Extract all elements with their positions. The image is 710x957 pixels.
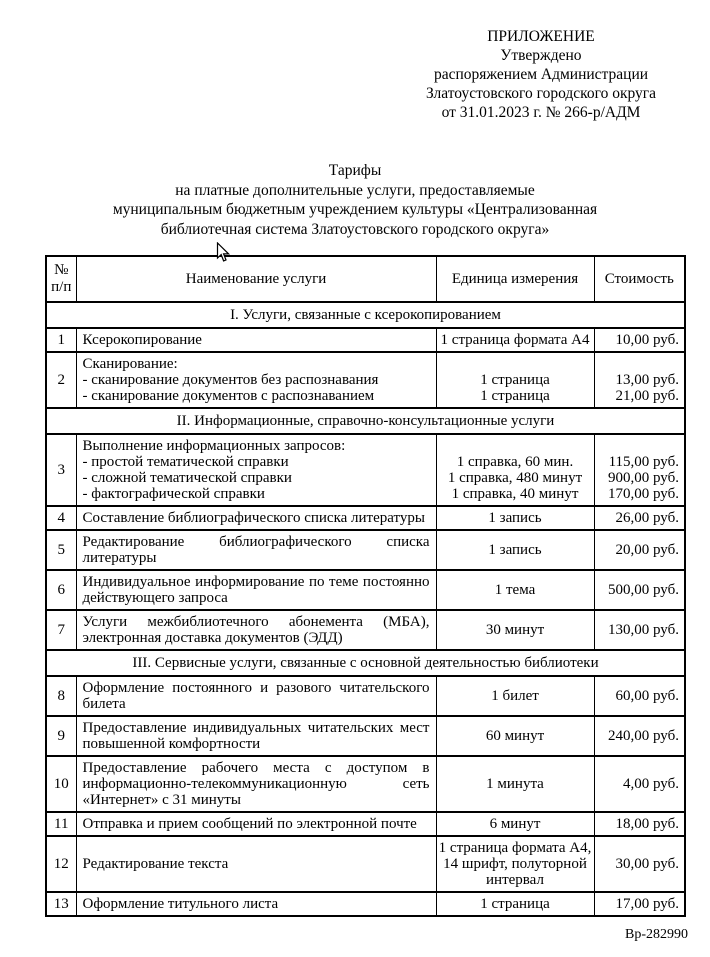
cell-line: - сканирование документов без распознавания	[82, 372, 379, 388]
column-header-unit: Единица измерения	[436, 256, 594, 302]
price	[594, 434, 685, 506]
section-header: II. Информационные, справочно-консультационные услуги	[46, 408, 685, 434]
unit-of-measure: 1 запись	[436, 530, 594, 570]
service-name: Ксерокопирование	[76, 328, 436, 352]
unit-of-measure: 1 тема	[436, 570, 594, 610]
column-header-service: Наименование услуги	[76, 256, 436, 302]
title-line: муниципальным бюджетным учреждением культуры «Централизованная	[112, 201, 598, 218]
table-row	[46, 506, 685, 530]
row-number: 3	[46, 434, 76, 506]
row-number: 6	[46, 570, 76, 610]
cell-line: 115,00 руб.	[608, 454, 679, 470]
service-name: Составление библиографического списка литературы	[76, 506, 436, 530]
table-row	[46, 352, 685, 408]
unit-of-measure: 6 минут	[436, 812, 594, 836]
price: 60,00 руб.	[594, 676, 685, 716]
row-number: 9	[46, 716, 76, 756]
doc-code: Вр-282990	[625, 927, 688, 942]
table-row	[46, 716, 685, 756]
row-number: 10	[46, 756, 76, 812]
row-number: 12	[46, 836, 76, 892]
cell-line: - сканирование документов с распознаванием	[82, 388, 375, 404]
price: 500,00 руб.	[594, 570, 685, 610]
price: 30,00 руб.	[594, 836, 685, 892]
service-name: Предоставление индивидуальных читательских мест повышенной комфортности	[76, 716, 436, 756]
service-name: Отправка и прием сообщений по электронной почте	[76, 812, 436, 836]
section-header: III. Сервисные услуги, связанные с основной деятельностью библиотеки	[46, 650, 685, 676]
table-row	[46, 812, 685, 836]
cell-line: - простой тематической справки	[82, 454, 289, 470]
row-number: 8	[46, 676, 76, 716]
cell-line: - фактографической справки	[82, 486, 265, 502]
row-number: 7	[46, 610, 76, 650]
table-row	[46, 328, 685, 352]
table-row	[46, 676, 685, 716]
column-header-number	[46, 256, 76, 302]
unit-of-measure	[436, 352, 594, 408]
unit-of-measure: 1 страница формата А4, 14 шрифт, полуторной интервал	[436, 836, 594, 892]
row-number: 13	[46, 892, 76, 916]
cell-line: 1 справка, 480 минут	[447, 470, 583, 486]
unit-of-measure: 1 билет	[436, 676, 594, 716]
section-row	[46, 302, 685, 328]
table-row	[46, 756, 685, 812]
service-name	[76, 434, 436, 506]
cell-line: 1 страница	[480, 372, 550, 388]
table-row	[46, 892, 685, 916]
price: 240,00 руб.	[594, 716, 685, 756]
title-line: библиотечная система Златоустовского городского округа»	[160, 220, 550, 238]
service-name: Оформление титульного листа	[76, 892, 436, 916]
cell-line	[439, 356, 592, 372]
approval-line: ПРИЛОЖЕНИЕ	[487, 28, 595, 45]
row-number: 1	[46, 328, 76, 352]
approval-line: Утверждено	[500, 47, 582, 64]
service-name: Редактирование библиографического списка литературы	[76, 530, 436, 570]
price: 26,00 руб.	[594, 506, 685, 530]
cell-line: Выполнение информационных запросов:	[82, 438, 346, 454]
column-header-cost: Стоимость	[594, 256, 685, 302]
table-row	[46, 434, 685, 506]
column-header-number-line1: №	[54, 262, 69, 278]
approval-block	[378, 27, 704, 122]
approval-line: Златоустовского городского округа	[425, 85, 657, 102]
table-row	[46, 610, 685, 650]
row-number: 2	[46, 352, 76, 408]
price: 10,00 руб.	[594, 328, 685, 352]
approval-line: распоряжением Администрации	[433, 66, 649, 83]
title-line: Тарифы	[328, 162, 382, 179]
cell-line: 1 справка, 40 минут	[451, 486, 579, 502]
title-line: на платные дополнительные услуги, предоставляемые	[175, 181, 535, 199]
price: 20,00 руб.	[594, 530, 685, 570]
cell-line: 21,00 руб.	[615, 388, 679, 404]
row-number: 4	[46, 506, 76, 530]
service-name: Оформление постоянного и разового читательского билета	[76, 676, 436, 716]
cell-line	[439, 438, 592, 454]
approval-line: от 31.01.2023 г. № 266-р/АДМ	[441, 104, 641, 121]
unit-of-measure: 1 запись	[436, 506, 594, 530]
unit-of-measure: 1 страница формата А4	[436, 328, 594, 352]
section-row	[46, 650, 685, 676]
service-name: Предоставление рабочего места с доступом в информационно-телекоммуникационную сеть «Интернет» с 31 минуты	[76, 756, 436, 812]
section-header: I. Услуги, связанные с ксерокопированием	[46, 302, 685, 328]
table-row	[46, 836, 685, 892]
service-name: Услуги межбиблиотечного абонемента (МБА), электронная доставка документов (ЭДД)	[76, 610, 436, 650]
cell-line: - сложной тематической справки	[82, 470, 292, 486]
price: 130,00 руб.	[594, 610, 685, 650]
price: 17,00 руб.	[594, 892, 685, 916]
cell-line: 1 справка, 60 мин.	[456, 454, 574, 470]
document-title	[0, 161, 710, 239]
price: 18,00 руб.	[594, 812, 685, 836]
tariff-table	[45, 255, 686, 917]
table-body	[46, 302, 685, 916]
column-header-number-line2: п/п	[51, 279, 72, 295]
service-name: Редактирование текста	[76, 836, 436, 892]
cell-line: 1 страница	[480, 388, 550, 404]
section-row	[46, 408, 685, 434]
cell-line	[597, 438, 680, 454]
table-row	[46, 530, 685, 570]
table-header	[46, 256, 685, 302]
unit-of-measure: 1 минута	[436, 756, 594, 812]
unit-of-measure: 60 минут	[436, 716, 594, 756]
cell-line: Сканирование:	[82, 356, 178, 372]
unit-of-measure: 1 страница	[436, 892, 594, 916]
price: 4,00 руб.	[594, 756, 685, 812]
row-number: 11	[46, 812, 76, 836]
row-number: 5	[46, 530, 76, 570]
unit-of-measure: 30 минут	[436, 610, 594, 650]
cell-line	[597, 356, 680, 372]
table-row	[46, 570, 685, 610]
service-name	[76, 352, 436, 408]
cell-line: 13,00 руб.	[615, 372, 679, 388]
cell-line: 170,00 руб.	[608, 486, 679, 502]
cell-line: 900,00 руб.	[608, 470, 679, 486]
price	[594, 352, 685, 408]
service-name: Индивидуальное информирование по теме постоянно действующего запроса	[76, 570, 436, 610]
unit-of-measure	[436, 434, 594, 506]
